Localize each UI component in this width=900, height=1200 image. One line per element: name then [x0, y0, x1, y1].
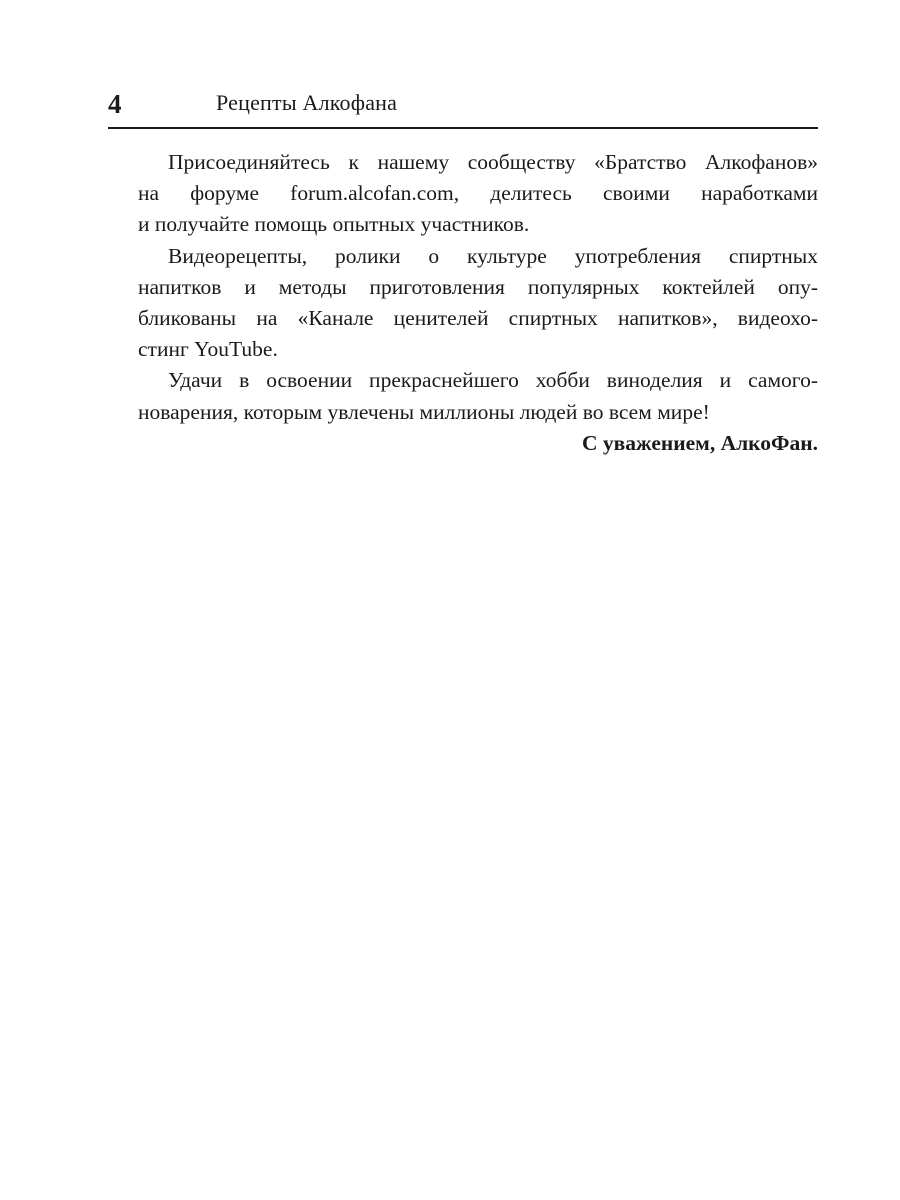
page-header	[108, 86, 818, 122]
text-line: бликованы на «Канале ценителей спиртных напитков», видеохо-	[138, 306, 818, 331]
text-line: Присоединяйтесь к нашему сообществу «Братство Алкофанов»	[168, 150, 818, 174]
paragraph-wishes	[108, 365, 818, 427]
text-line: и получайте помощь опытных участников.	[138, 212, 530, 237]
text-line: стинг YouTube.	[138, 337, 278, 362]
paragraph-community	[108, 147, 818, 241]
text-line: новарения, которым увлечены миллионы людей во всем мире!	[138, 399, 710, 424]
signature: С уважением, АлкоФан.	[582, 430, 818, 455]
paragraph-video	[108, 241, 818, 366]
text-line: Удачи в освоении прекраснейшего хобби виноделия и самого-	[168, 368, 818, 393]
text-line: напитков и методы приготовления популярных коктейлей опу-	[138, 274, 818, 299]
page-number: 4	[108, 89, 122, 119]
text-line: на форуме forum.alcofan.com, делитесь своими наработками	[138, 181, 818, 206]
header-rule	[108, 127, 818, 129]
text-line: Видеорецепты, ролики о культуре употребления спиртных	[168, 243, 818, 268]
running-title: Рецепты Алкофана	[216, 90, 398, 115]
body-text	[108, 147, 818, 459]
